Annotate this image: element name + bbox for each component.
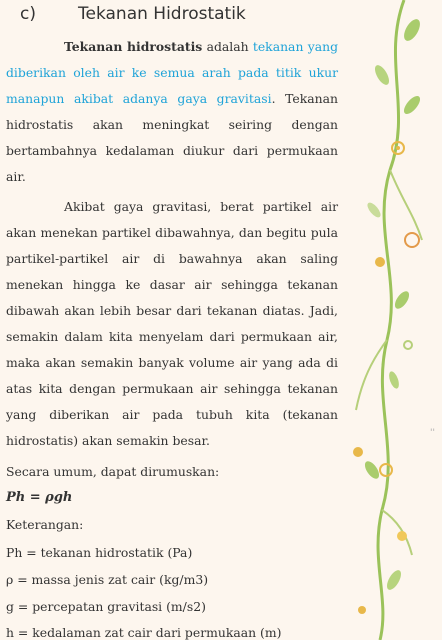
formula: Ph = ρgh — [6, 490, 73, 505]
paragraph-text: . Tekanan hidrostatis akan meningkat seiring dengan bertambahnya kedalaman diukur dari permukaan air. — [6, 91, 338, 184]
section-heading — [20, 4, 246, 24]
legend-title: Keterangan: — [6, 517, 84, 532]
legend-item: Ph = tekanan hidrostatik (Pa) — [6, 545, 193, 560]
legend-item: h = kedalaman zat cair dari permukaan (m) — [6, 625, 282, 640]
general-formula-intro: Secara umum, dapat dirumuskan: — [6, 464, 220, 479]
section-title: Tekanan Hidrostatik — [78, 4, 246, 24]
legend-item: ρ = massa jenis zat cair (kg/m3) — [6, 572, 209, 587]
explanation-text: Akibat gaya gravitasi, berat partikel air akan menekan partikel dibawahnya, dan begitu pula partikel-partikel air di bawahnya akan saling menekan hingga ke dasar air sehingga tekanan dibawah akan lebih besar dari tekanan diatas. Jadi, semakin dalam kita menyelam dari permukaan air, maka akan semakin banyak volume air yang ada di atas kita dengan permukaan air sehingga tekanan yang diberikan air pada tubuh kita (tekanan hidrostatis) akan semakin besar. — [6, 199, 338, 448]
paragraph-text: adalah — [202, 39, 253, 54]
page-mark: '' — [430, 428, 435, 438]
term-bold: Tekanan hidrostatis — [64, 39, 203, 54]
definition-paragraph — [6, 34, 338, 190]
floral-vine-decoration — [342, 0, 442, 640]
explanation-paragraph — [6, 194, 338, 454]
highlighted-definition: tekanan yang diberikan oleh air ke semua arah pada titik ukur manapun akibat adanya gaya gravitasi — [6, 39, 338, 106]
section-number: c) — [20, 4, 36, 24]
legend-item: g = percepatan gravitasi (m/s2) — [6, 599, 206, 614]
